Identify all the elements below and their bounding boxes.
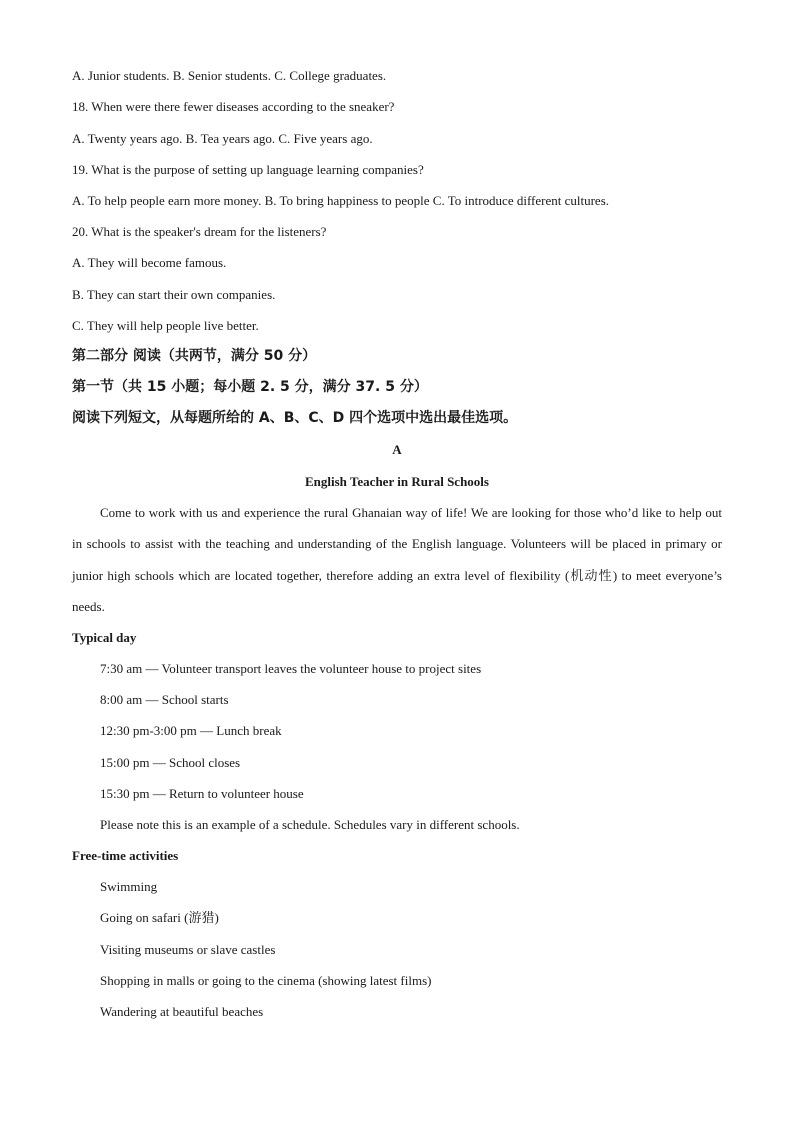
activity-item: Wandering at beautiful beaches: [100, 1004, 264, 1019]
passage-letter: A: [392, 442, 402, 457]
q20-option-a: A. They will become famous.: [72, 255, 227, 270]
q20-option-b: B. They can start their own companies.: [72, 287, 276, 302]
typical-day-heading: Typical day: [72, 630, 137, 645]
activity-item: Going on safari (游猎): [100, 910, 219, 925]
schedule-item: 8:00 am — School starts: [100, 692, 229, 707]
section2-instruction: 阅读下列短文，从每题所给的 A、B、C、D 四个选项中选出最佳选项。: [72, 410, 518, 426]
q18-options: A. Twenty years ago. B. Tea years ago. C. Five years ago.: [72, 131, 373, 146]
schedule-item: 7:30 am — Volunteer transport leaves the volunteer house to project sites: [100, 661, 482, 676]
activity-item: Visiting museums or slave castles: [100, 942, 276, 957]
schedule-item: 15:00 pm — School closes: [100, 755, 241, 770]
schedule-item: 15:30 pm — Return to volunteer house: [100, 786, 304, 801]
q20-option-c: C. They will help people live better.: [72, 318, 259, 333]
section2-part1-title: 第一节（共 15 小题；每小题 2. 5 分，满分 37. 5 分）: [72, 379, 428, 395]
passage-intro: Come to work with us and experience the rural Ghanaian way of life! We are looking for those who’d like to help out in schools to assist with the teaching and understanding of the English language. Volunteers will be placed in primary or junior high schools which are located together, therefore adding an extra level of flexibility (机动性) to meet everyone’s needs.: [72, 505, 722, 614]
section2-title: 第二部分 阅读（共两节，满分 50 分）: [72, 348, 317, 364]
q18-question: 18. When were there fewer diseases according to the sneaker?: [72, 99, 395, 114]
q20-question: 20. What is the speaker's dream for the listeners?: [72, 224, 327, 239]
q19-question: 19. What is the purpose of setting up language learning companies?: [72, 162, 424, 177]
passage-title: English Teacher in Rural Schools: [305, 474, 489, 489]
activity-item: Swimming: [100, 879, 158, 894]
schedule-item: 12:30 pm-3:00 pm — Lunch break: [100, 723, 282, 738]
activity-item: Shopping in malls or going to the cinema (showing latest films): [100, 973, 432, 988]
q19-options: A. To help people earn more money. B. To bring happiness to people C. To introduce different cultures.: [72, 193, 610, 208]
q17-options: A. Junior students. B. Senior students. C. College graduates.: [72, 68, 387, 83]
free-time-heading: Free-time activities: [72, 848, 179, 863]
schedule-note: Please note this is an example of a schedule. Schedules vary in different schools.: [100, 817, 520, 832]
